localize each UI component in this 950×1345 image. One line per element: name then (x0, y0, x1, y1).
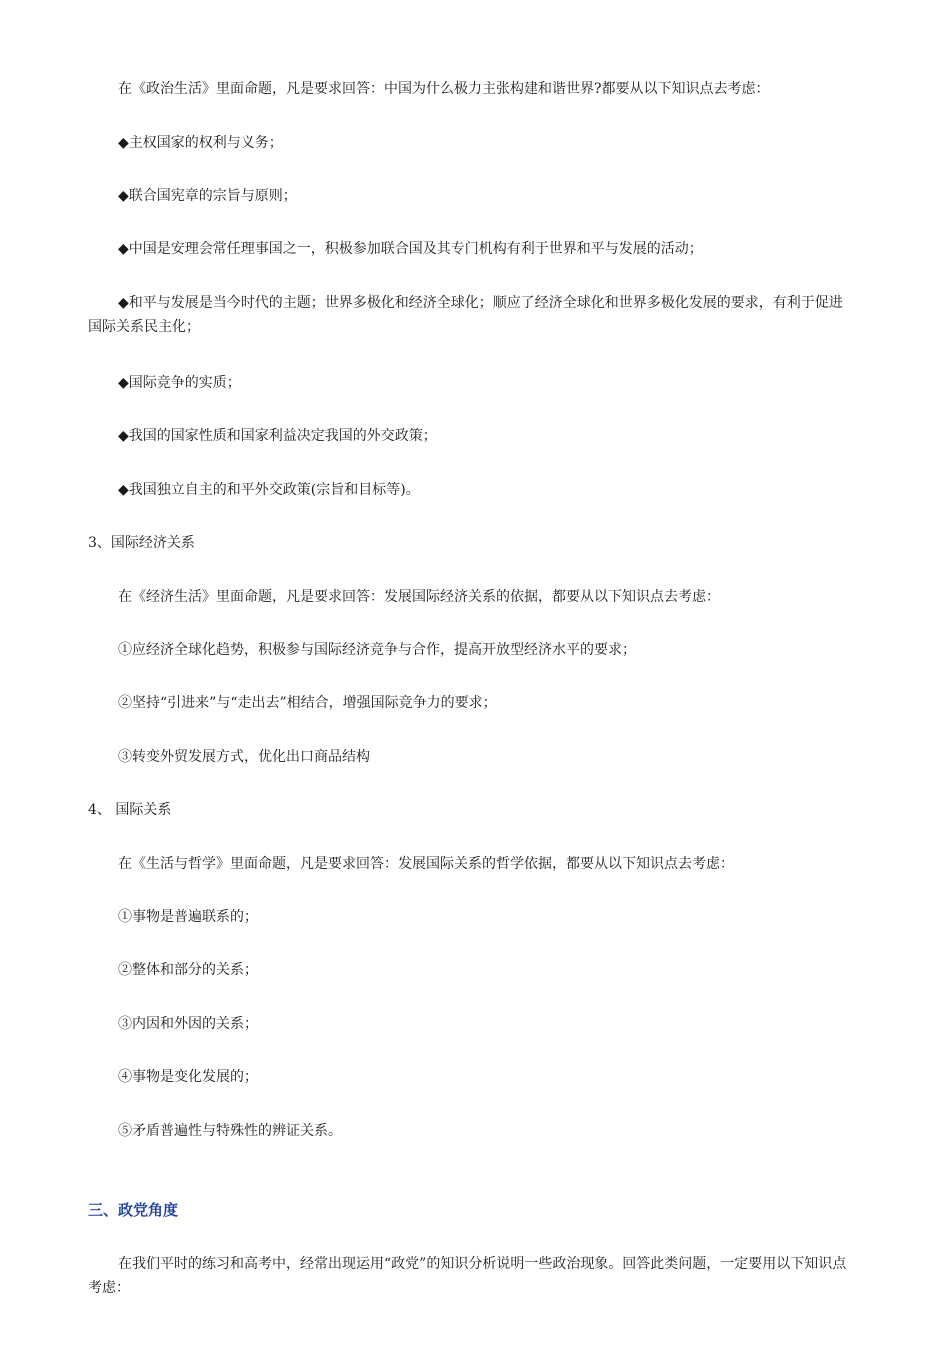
bullet-competition: ◆国际竞争的实质； (118, 375, 241, 391)
item-trade-structure: ③转变外贸发展方式，优化出口商品结构 (118, 749, 370, 765)
bullet-foreign-policy: ◆我国独立自主的和平外交政策(宗旨和目标等)。 (118, 482, 420, 498)
intro-paragraph-philosophy: 在《生活与哲学》里面命题，凡是要求回答：发展国际关系的哲学依据，都要从以下知识点去考虑： (118, 856, 734, 872)
item-change-development: ④事物是变化发展的； (118, 1069, 258, 1085)
item-contradiction: ⑤矛盾普遍性与特殊性的辨证关系。 (118, 1123, 342, 1139)
bullet-sovereign-rights: ◆主权国家的权利与义务； (118, 135, 283, 151)
subheading-intl-economy: 3、国际经济关系 (88, 535, 195, 551)
item-universal-connection: ①事物是普遍联系的； (118, 909, 258, 925)
item-bring-in-go-out: ②坚持“引进来”与“走出去”相结合，增强国际竞争力的要求； (118, 695, 497, 711)
item-internal-external: ③内因和外因的关系； (118, 1016, 258, 1032)
bullet-un-charter: ◆联合国宪章的宗旨与原则； (118, 188, 297, 204)
bullet-peace-development: ◆和平与发展是当今时代的主题；世界多极化和经济全球化；顺应了经济全球化和世界多极化发展的要求，有利于促进国际关系民主化； (88, 295, 843, 335)
section-heading-party: 三、政党角度 (88, 1201, 179, 1219)
paragraph-party-intro: 在我们平时的练习和高考中，经常出现运用“政党”的知识分析说明一些政治现象。回答此类问题，一定要用以下知识点考虑： (88, 1256, 847, 1296)
intro-paragraph-politics: 在《政治生活》里面命题，凡是要求回答：中国为什么极力主张构建和谐世界?都要从以下知识点去考虑： (118, 81, 770, 97)
bullet-national-interest: ◆我国的国家性质和国家利益决定我国的外交政策； (118, 428, 437, 444)
subheading-intl-relations: 4、 国际关系 (88, 802, 172, 818)
intro-paragraph-economy: 在《经济生活》里面命题，凡是要求回答：发展国际经济关系的依据，都要从以下知识点去考虑： (118, 589, 720, 605)
item-globalization: ①应经济全球化趋势，积极参与国际经济竞争与合作，提高开放型经济水平的要求； (118, 642, 636, 658)
item-whole-and-part: ②整体和部分的关系； (118, 962, 258, 978)
bullet-security-council: ◆中国是安理会常任理事国之一，积极参加联合国及其专门机构有利于世界和平与发展的活动； (118, 241, 703, 257)
